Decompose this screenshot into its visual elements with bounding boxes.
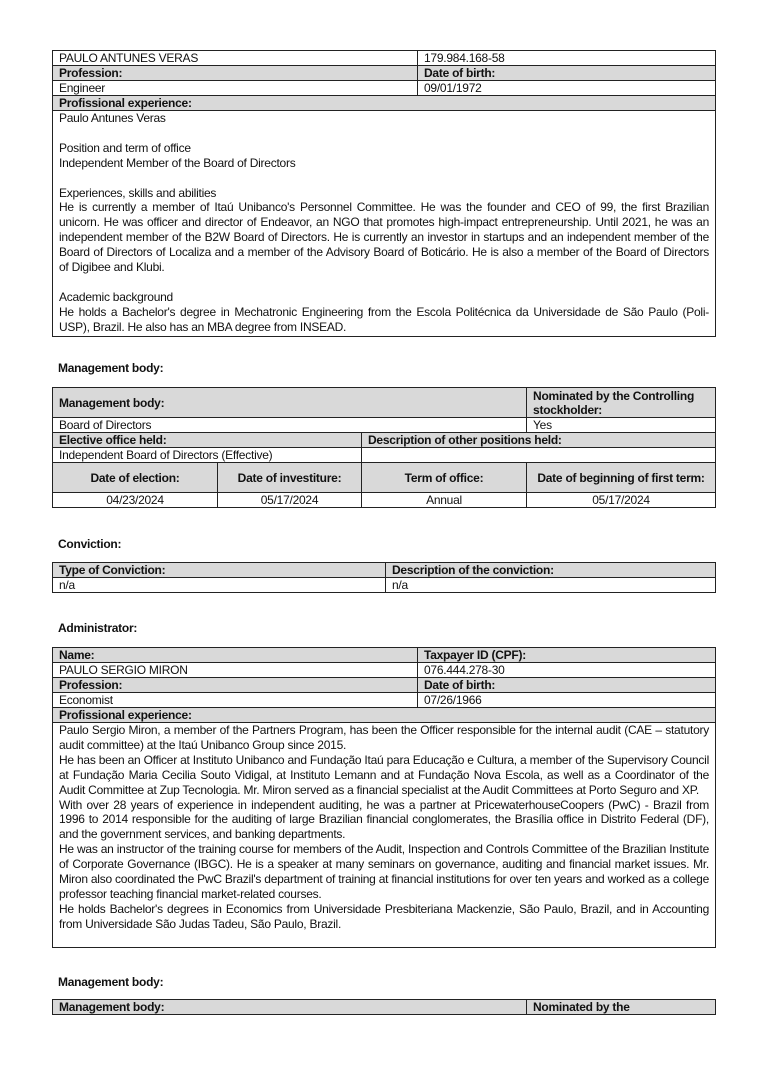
experience-name: Paulo Antunes Veras <box>59 111 166 125</box>
election-label: Date of election: <box>53 463 218 493</box>
experience-label: Profissional experience: <box>53 96 716 111</box>
term-label: Term of office: <box>362 463 527 493</box>
person1-cpf: 179.984.168-58 <box>418 51 716 66</box>
other-positions-value <box>362 448 716 463</box>
conviction-desc: n/a <box>386 578 716 593</box>
management-heading: Management body: <box>58 361 164 375</box>
experience-paragraph: He was an instructor of the training course for members of the Audit, Inspection and Controls Committee of the Brazilian Institute of Corporate Governance (IBGC). He is a speaker at many seminars on governance, auditing and financial market issues. Mr. Miron also coordinated the PwC Brazil's department of training at financial institutions for over ten years and worked as a college professor teaching financial market-related courses. <box>59 842 709 901</box>
first-term-value: 05/17/2024 <box>527 493 716 508</box>
experience-paragraph: He has been an Officer at Instituto Unibanco and Fundação Itaú para Educação e Cultura, a member of the Supervisory Council at Fundação Maria Cecilia Souto Vidigal, at Instituto Lemann and at Fundação Nova Escola, as well as a Coordinator of the Audit Committee at Zup Tecnologia. Mr. Miron served as a financial specialist at the Audit Committees at Porto Seguro and XP. <box>59 752 709 797</box>
conviction-type-label: Type of Conviction: <box>53 563 386 578</box>
dob-label: Date of birth: <box>418 66 716 81</box>
management2-heading: Management body: <box>58 975 164 989</box>
administrator-cpf: 076.444.278-30 <box>418 663 716 678</box>
conviction-table <box>52 562 716 593</box>
admin-dob-label: Date of birth: <box>418 678 716 693</box>
conviction-type: n/a <box>53 578 386 593</box>
admin-profession-label: Profession: <box>53 678 418 693</box>
investiture-value: 05/17/2024 <box>218 493 362 508</box>
administrator-name: PAULO SERGIO MIRON <box>53 663 418 678</box>
academic-text: He holds a Bachelor's degree in Mechatronic Engineering from the Escola Politécnica da Universidade de São Paulo (Poli-USP), Brazil. He also has an MBA degree from INSEAD. <box>59 304 709 334</box>
position-text: Independent Member of the Board of Directors <box>59 155 296 170</box>
position-title: Position and term of office <box>59 140 191 155</box>
admin-experience-label: Profissional experience: <box>53 708 716 723</box>
person1-name: PAULO ANTUNES VERAS <box>53 51 418 66</box>
experience-paragraph: He holds Bachelor's degrees in Economics from Universidade Presbiteriana Mackenzie, São Paulo, Brazil, and in Accounting from Universidade São Judas Tadeu, São Paulo, Brazil. <box>59 901 709 931</box>
management2-body-label: Management body: <box>53 1000 527 1015</box>
administrator-heading: Administrator: <box>58 621 138 635</box>
administrator-table <box>52 647 716 948</box>
administrator-dob: 07/26/1966 <box>418 693 716 708</box>
first-term-label: Date of beginning of first term: <box>527 463 716 493</box>
skills-title: Experiences, skills and abilities <box>59 185 217 200</box>
term-value: Annual <box>362 493 527 508</box>
profession-label: Profession: <box>53 66 418 81</box>
elective-label: Elective office held: <box>53 433 362 448</box>
nominated-value: Yes <box>527 418 716 433</box>
experience-paragraph: Paulo Sergio Miron, a member of the Partners Program, has been the Officer responsible for the internal audit (CAE – statutory audit committee) at the Itaú Unibanco Group since 2015. <box>59 723 709 752</box>
conviction-desc-label: Description of the conviction: <box>386 563 716 578</box>
management-body-label: Management body: <box>53 388 527 418</box>
nominated-label: Nominated by the Controlling stockholder: <box>527 388 716 418</box>
elective-value: Independent Board of Directors (Effective) <box>53 448 362 463</box>
administrator-profession: Economist <box>53 693 418 708</box>
person1-experience <box>53 111 716 337</box>
election-value: 04/23/2024 <box>53 493 218 508</box>
management2-nominated-label: Nominated by the <box>527 1000 716 1015</box>
person1-profession: Engineer <box>53 81 418 96</box>
management-body-value: Board of Directors <box>53 418 527 433</box>
skills-text: He is currently a member of Itaú Unibanco's Personnel Committee. He was the founder and CEO of 99, the first Brazilian unicorn. He was officer and director of Endeavor, an NGO that promotes high-impact entrepreneurship. Until 2021, he was an independent member of the B2W Board of Directors. He is currently an investor in startups and an independent member of the Board of Directors of Localiza and a member of the Advisory Board of Boticário. He is also a member of the Board of Directors of Digibee and Klubi. <box>59 200 709 275</box>
name-label: Name: <box>53 648 418 663</box>
conviction-heading: Conviction: <box>58 537 122 551</box>
management-table <box>52 387 716 508</box>
other-positions-label: Description of other positions held: <box>362 433 716 448</box>
person1-dob: 09/01/1972 <box>418 81 716 96</box>
academic-title: Academic background <box>59 289 173 304</box>
cpf-label: Taxpayer ID (CPF): <box>418 648 716 663</box>
management2-table <box>52 999 716 1015</box>
experience-paragraph: With over 28 years of experience in independent auditing, he was a partner at PricewaterhouseCoopers (PwC) - Brazil from 1996 to 2014 responsible for the auditing of large Brazilian financial conglomerates, the Brasília office in Distrito Federal (DF), and the government services, and banking departments. <box>59 797 709 842</box>
administrator-experience <box>53 723 716 948</box>
investiture-label: Date of investiture: <box>218 463 362 493</box>
person1-table <box>52 50 716 337</box>
